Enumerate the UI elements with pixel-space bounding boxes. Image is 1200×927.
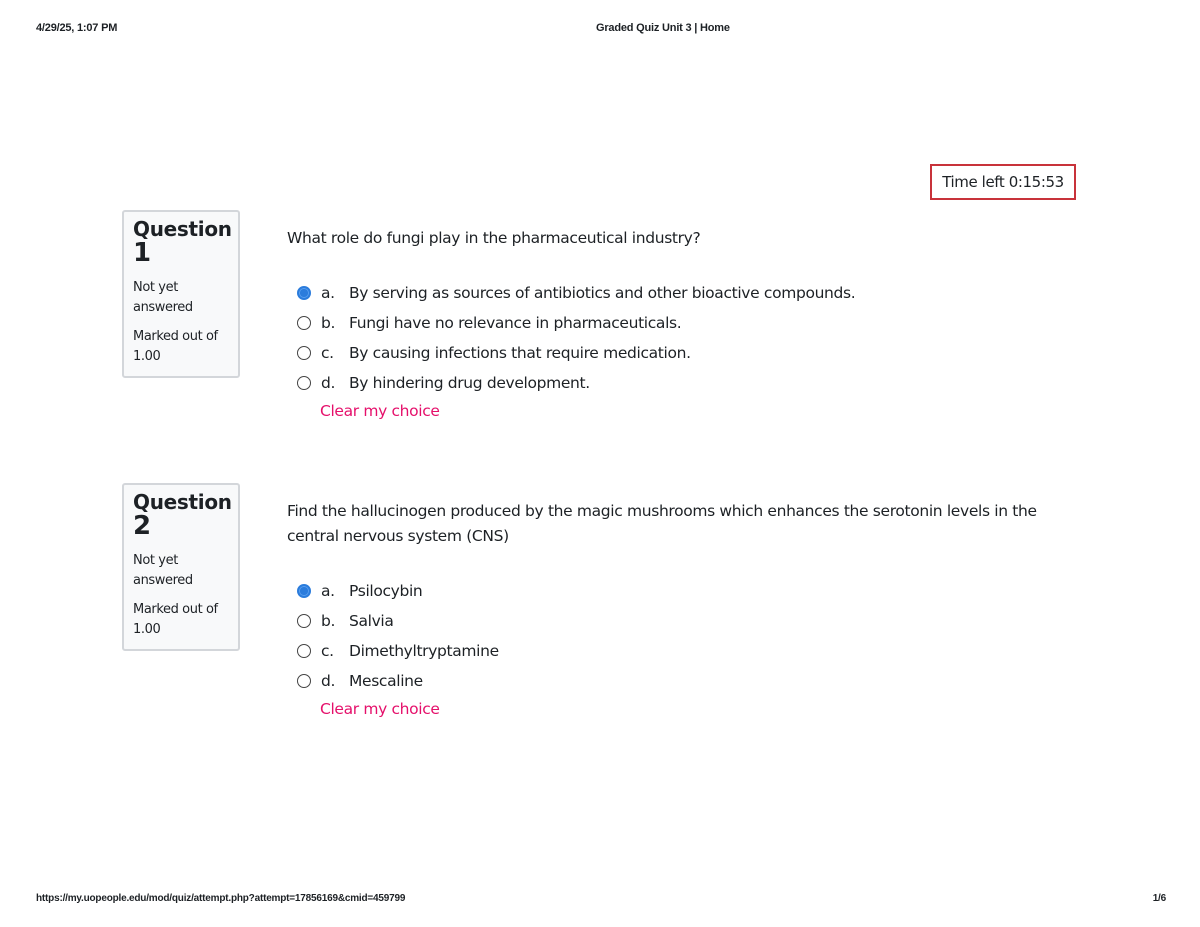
print-datetime: 4/29/25, 1:07 PM <box>36 22 118 34</box>
question-info-panel <box>122 483 240 651</box>
answer-text: Salvia <box>349 612 394 630</box>
question-text: What role do fungi play in the pharmaceutical industry? <box>287 229 701 247</box>
question-label: Question <box>133 217 232 241</box>
answer-letter: a. <box>321 284 335 302</box>
print-footer <box>36 893 1166 909</box>
quiz-timer: Time left 0:15:53 <box>930 164 1076 200</box>
answer-text: By serving as sources of antibiotics and other bioactive compounds. <box>349 284 856 302</box>
clear-choice-link[interactable]: Clear my choice <box>320 402 440 420</box>
question-grade: Marked out of 1.00 <box>133 602 218 637</box>
question-text: Find the hallucinogen produced by the magic mushrooms which enhances the serotonin levels in the central nervous system (CNS) <box>287 502 1037 545</box>
print-header <box>36 22 1166 40</box>
answer-option-d[interactable] <box>297 368 1077 398</box>
clear-choice-link[interactable]: Clear my choice <box>320 700 440 718</box>
radio-button[interactable] <box>297 376 311 390</box>
answer-letter: c. <box>321 344 334 362</box>
radio-button-selected[interactable] <box>297 286 311 300</box>
answer-text: Fungi have no relevance in pharmaceuticals. <box>349 314 682 332</box>
question-content <box>287 226 1077 420</box>
question-number: 1 <box>133 238 152 268</box>
radio-button[interactable] <box>297 346 311 360</box>
answer-text: By causing infections that require medication. <box>349 344 691 362</box>
answer-text: By hindering drug development. <box>349 374 590 392</box>
radio-button[interactable] <box>297 316 311 330</box>
answer-letter: c. <box>321 642 334 660</box>
answer-text: Mescaline <box>349 672 423 690</box>
radio-button[interactable] <box>297 674 311 688</box>
print-page-title: Graded Quiz Unit 3 | Home <box>596 22 730 34</box>
answer-option-c[interactable] <box>297 636 1077 666</box>
question-info-panel <box>122 210 240 378</box>
answer-option-c[interactable] <box>297 338 1077 368</box>
answer-list <box>287 278 1077 398</box>
question-content <box>287 499 1077 718</box>
answer-letter: a. <box>321 582 335 600</box>
answer-letter: d. <box>321 672 336 690</box>
radio-button[interactable] <box>297 644 311 658</box>
answer-text: Psilocybin <box>349 582 423 600</box>
radio-button-selected[interactable] <box>297 584 311 598</box>
answer-option-a[interactable] <box>297 576 1077 606</box>
answer-option-d[interactable] <box>297 666 1077 696</box>
answer-list <box>287 576 1077 696</box>
answer-letter: b. <box>321 314 336 332</box>
print-url: https://my.uopeople.edu/mod/quiz/attempt.php?attempt=17856169&cmid=459799 <box>36 893 406 904</box>
print-page-number: 1/6 <box>1152 893 1166 904</box>
answer-letter: b. <box>321 612 336 630</box>
question-label: Question <box>133 490 232 514</box>
question-state: Not yet answered <box>133 553 193 588</box>
answer-option-b[interactable] <box>297 606 1077 636</box>
radio-button[interactable] <box>297 614 311 628</box>
question-number: 2 <box>133 511 152 541</box>
answer-letter: d. <box>321 374 336 392</box>
answer-text: Dimethyltryptamine <box>349 642 499 660</box>
question-state: Not yet answered <box>133 280 193 315</box>
question-grade: Marked out of 1.00 <box>133 329 218 364</box>
answer-option-a[interactable] <box>297 278 1077 308</box>
answer-option-b[interactable] <box>297 308 1077 338</box>
